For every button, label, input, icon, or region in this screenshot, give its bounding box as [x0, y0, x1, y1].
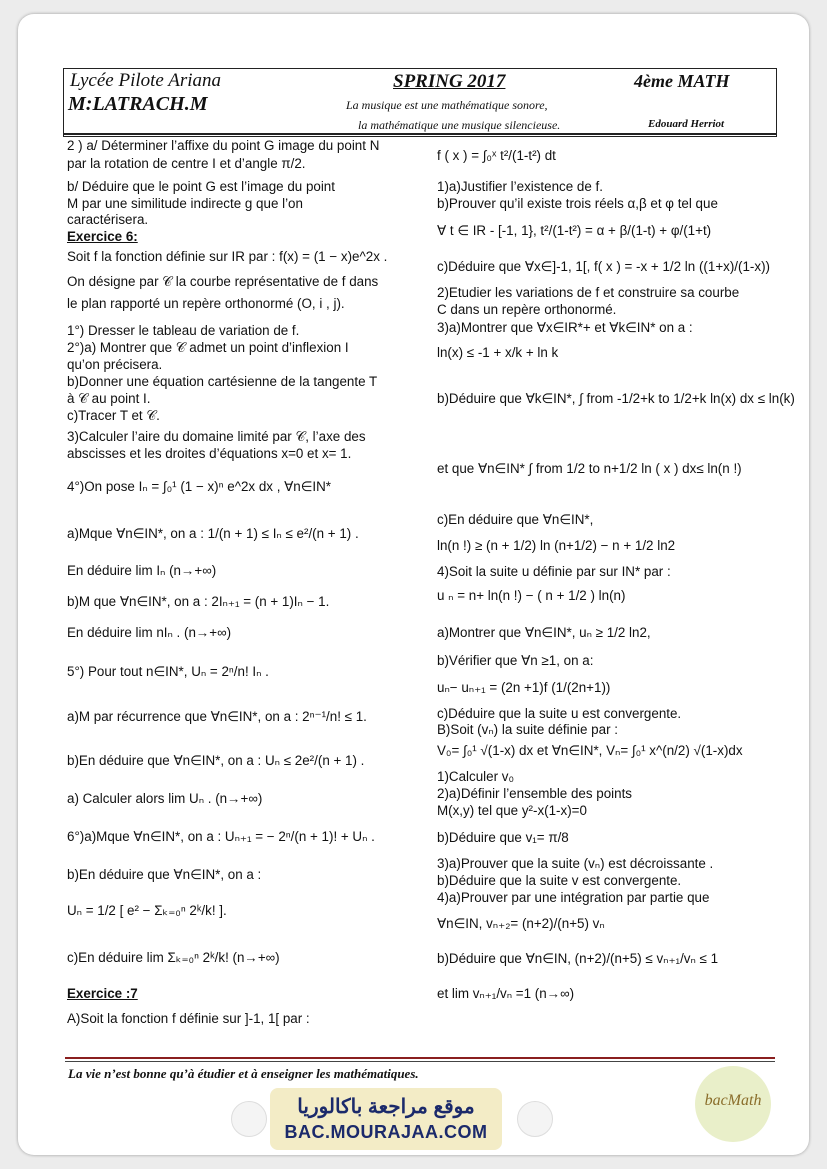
footer-rule: [65, 1057, 775, 1059]
text-line: c)En déduire que ∀n∈IN*,: [437, 512, 594, 527]
text-line: 6°)a)Mque ∀n∈IN*, on a : Uₙ₊₁ = − 2ⁿ/(n + 1)! + Uₙ .: [67, 829, 375, 844]
footer-rule-thin: [65, 1061, 775, 1062]
text-line: 1)Calculer v₀: [437, 769, 514, 784]
text-line: b)Vérifier que ∀n ≥1, on a:: [437, 653, 594, 668]
footer-quote: La vie n’est bonne qu’à étudier et à enseigner les mathématiques.: [68, 1066, 419, 1081]
text-line: B)Soit (vₙ) la suite définie par :: [437, 722, 618, 737]
quote-author: Edouard Herriot: [648, 118, 725, 130]
bacmath-logo-text: bacMath: [704, 1092, 762, 1109]
teacher-name: M:LATRACH.M: [68, 93, 208, 115]
text-line: c)Tracer T et 𝒞.: [67, 408, 160, 423]
header-rule: [63, 133, 777, 135]
text-line: a)M par récurrence que ∀n∈IN*, on a : 2ⁿ⁻¹/n! ≤ 1.: [67, 709, 367, 724]
text-line: b)Déduire que la suite v est convergente.: [437, 873, 682, 888]
text-line: uₙ− uₙ₊₁ = (2n +1)f (1/(2n+1)): [437, 680, 611, 695]
text-line: 3)Calculer l’aire du domaine limité par 𝒞, l’axe des: [67, 429, 366, 444]
text-line: f ( x ) = ∫₀ˣ t²/(1-t²) dt: [437, 148, 556, 163]
text-line: 5°) Pour tout n∈IN*, Uₙ = 2ⁿ/n! Iₙ .: [67, 664, 269, 679]
quote-line-1: La musique est une mathématique sonore,: [346, 98, 548, 112]
text-line: ∀n∈IN, vₙ₊₂= (n+2)/(n+5) vₙ: [437, 916, 605, 931]
text-line: et que ∀n∈IN* ∫ from 1/2 to n+1/2 ln ( x ) dx≤ ln(n !): [437, 461, 742, 476]
text-line: Soit f la fonction définie sur IR par : f(x) = (1 − x)e^2x .: [67, 249, 388, 264]
text-line: b)En déduire que ∀n∈IN*, on a :: [67, 867, 262, 882]
banner-url[interactable]: BAC.MOURAJAA.COM: [284, 1122, 488, 1142]
text-line: V₀= ∫₀¹ √(1-x) dx et ∀n∈IN*, Vₙ= ∫₀¹ x^(n/2) √(1-x)dx: [437, 743, 743, 758]
text-line: 1)a)Justifier l’existence de f.: [437, 179, 603, 194]
text-line: b)Déduire que v₁= π/8: [437, 830, 569, 845]
text-line: 2°)a) Montrer que 𝒞 admet un point d’inflexion I: [67, 340, 349, 355]
text-line: a) Calculer alors lim Uₙ . (n→+∞): [67, 791, 263, 806]
text-line: à 𝒞 au point I.: [67, 391, 151, 406]
text-line: M par une similitude indirecte g que l’on: [67, 196, 303, 211]
quote-line-2: la mathématique une musique silencieuse.: [358, 118, 561, 132]
banner-arabic-title: موقع مراجعة باكالوريا: [297, 1096, 475, 1118]
text-line: b/ Déduire que le point G est l’image du point: [67, 179, 335, 194]
exercise-heading: Exercice 6:: [67, 229, 138, 244]
text-line: 3)a)Montrer que ∀x∈IR*+ et ∀k∈IN* on a :: [437, 320, 693, 335]
text-line: 2 ) a/ Déterminer l’affixe du point G image du point N: [67, 138, 380, 153]
text-line: caractérisera.: [67, 212, 149, 227]
site-logo-icon: [231, 1101, 267, 1137]
text-line: A)Soit la fonction f définie sur ]-1, 1[ par :: [67, 1011, 310, 1026]
text-line: 2)Etudier les variations de f et construire sa courbe: [437, 285, 740, 300]
text-line: c)En déduire lim Σₖ₌₀ⁿ 2ᵏ/k! (n→+∞): [67, 950, 280, 965]
text-line: qu’on précisera.: [67, 357, 163, 372]
text-line: En déduire lim Iₙ (n→+∞): [67, 563, 217, 578]
text-line: 4)Soit la suite u définie par sur IN* par :: [437, 564, 671, 579]
text-line: Uₙ = 1/2 [ e² − Σₖ₌₀ⁿ 2ᵏ/k! ].: [67, 903, 227, 918]
text-line: u ₙ = n+ ln(n !) − ( n + 1/2 ) ln(n): [437, 588, 626, 603]
text-line: b)En déduire que ∀n∈IN*, on a : Uₙ ≤ 2e²/(n + 1) .: [67, 753, 365, 768]
session-title: SPRING 2017: [393, 71, 506, 92]
text-line: 2)a)Définir l’ensemble des points: [437, 786, 633, 801]
text-line: c)Déduire que la suite u est convergente.: [437, 706, 682, 721]
text-line: le plan rapporté un repère orthonormé (O, i , j).: [67, 296, 345, 311]
text-line: 3)a)Prouver que la suite (vₙ) est décroissante .: [437, 856, 714, 871]
text-line: M(x,y) tel que y²-x(1-x)=0: [437, 803, 587, 818]
text-line: ∀ t ∈ IR - [-1, 1}, t²/(1-t²) = α + β/(1-t) + φ/(1+t): [437, 223, 712, 238]
bacmath-logo: [695, 1066, 771, 1142]
text-line: b)M que ∀n∈IN*, on a : 2Iₙ₊₁ = (n + 1)Iₙ − 1.: [67, 594, 330, 609]
text-line: On désigne par 𝒞 la courbe représentative de f dans: [67, 274, 379, 289]
exercise-heading: Exercice :7: [67, 986, 138, 1001]
text-line: 4)a)Prouver par une intégration par partie que: [437, 890, 710, 905]
site-logo-icon: [517, 1101, 553, 1137]
text-line: c)Déduire que ∀x∈]-1, 1[, f( x ) = -x + 1/2 ln ((1+x)/(1-x)): [437, 259, 770, 274]
text-line: a)Mque ∀n∈IN*, on a : 1/(n + 1) ≤ Iₙ ≤ e²/(n + 1) .: [67, 526, 359, 541]
text-line: ln(x) ≤ -1 + x/k + ln k: [437, 345, 559, 360]
text-line: 4°)On pose Iₙ = ∫₀¹ (1 − x)ⁿ e^2x dx , ∀n∈IN*: [67, 479, 332, 494]
text-line: abscisses et les droites d’équations x=0 et x= 1.: [67, 446, 352, 461]
text-line: En déduire lim nIₙ . (n→+∞): [67, 625, 232, 640]
text-line: b)Prouver qu’il existe trois réels α,β et φ tel que: [437, 196, 718, 211]
text-line: b)Déduire que ∀n∈IN, (n+2)/(n+5) ≤ vₙ₊₁/vₙ ≤ 1: [437, 951, 719, 966]
text-line: 1°) Dresser le tableau de variation de f.: [67, 323, 300, 338]
text-line: b)Donner une équation cartésienne de la tangente T: [67, 374, 378, 389]
school-name: Lycée Pilote Ariana: [70, 70, 222, 91]
text-line: a)Montrer que ∀n∈IN*, uₙ ≥ 1/2 ln2,: [437, 625, 651, 640]
text-line: b)Déduire que ∀k∈IN*, ∫ from -1/2+k to 1/2+k ln(x) dx ≤ ln(k): [437, 391, 795, 406]
site-banner[interactable]: [270, 1088, 502, 1150]
text-line: ln(n !) ≥ (n + 1/2) ln (n+1/2) − n + 1/2 ln2: [437, 538, 676, 553]
text-line: et lim vₙ₊₁/vₙ =1 (n→∞): [437, 986, 575, 1001]
text-line: C dans un repère orthonormé.: [437, 302, 617, 317]
text-line: par la rotation de centre I et d’angle π/2.: [67, 156, 306, 171]
class-level: 4ème MATH: [634, 71, 730, 91]
